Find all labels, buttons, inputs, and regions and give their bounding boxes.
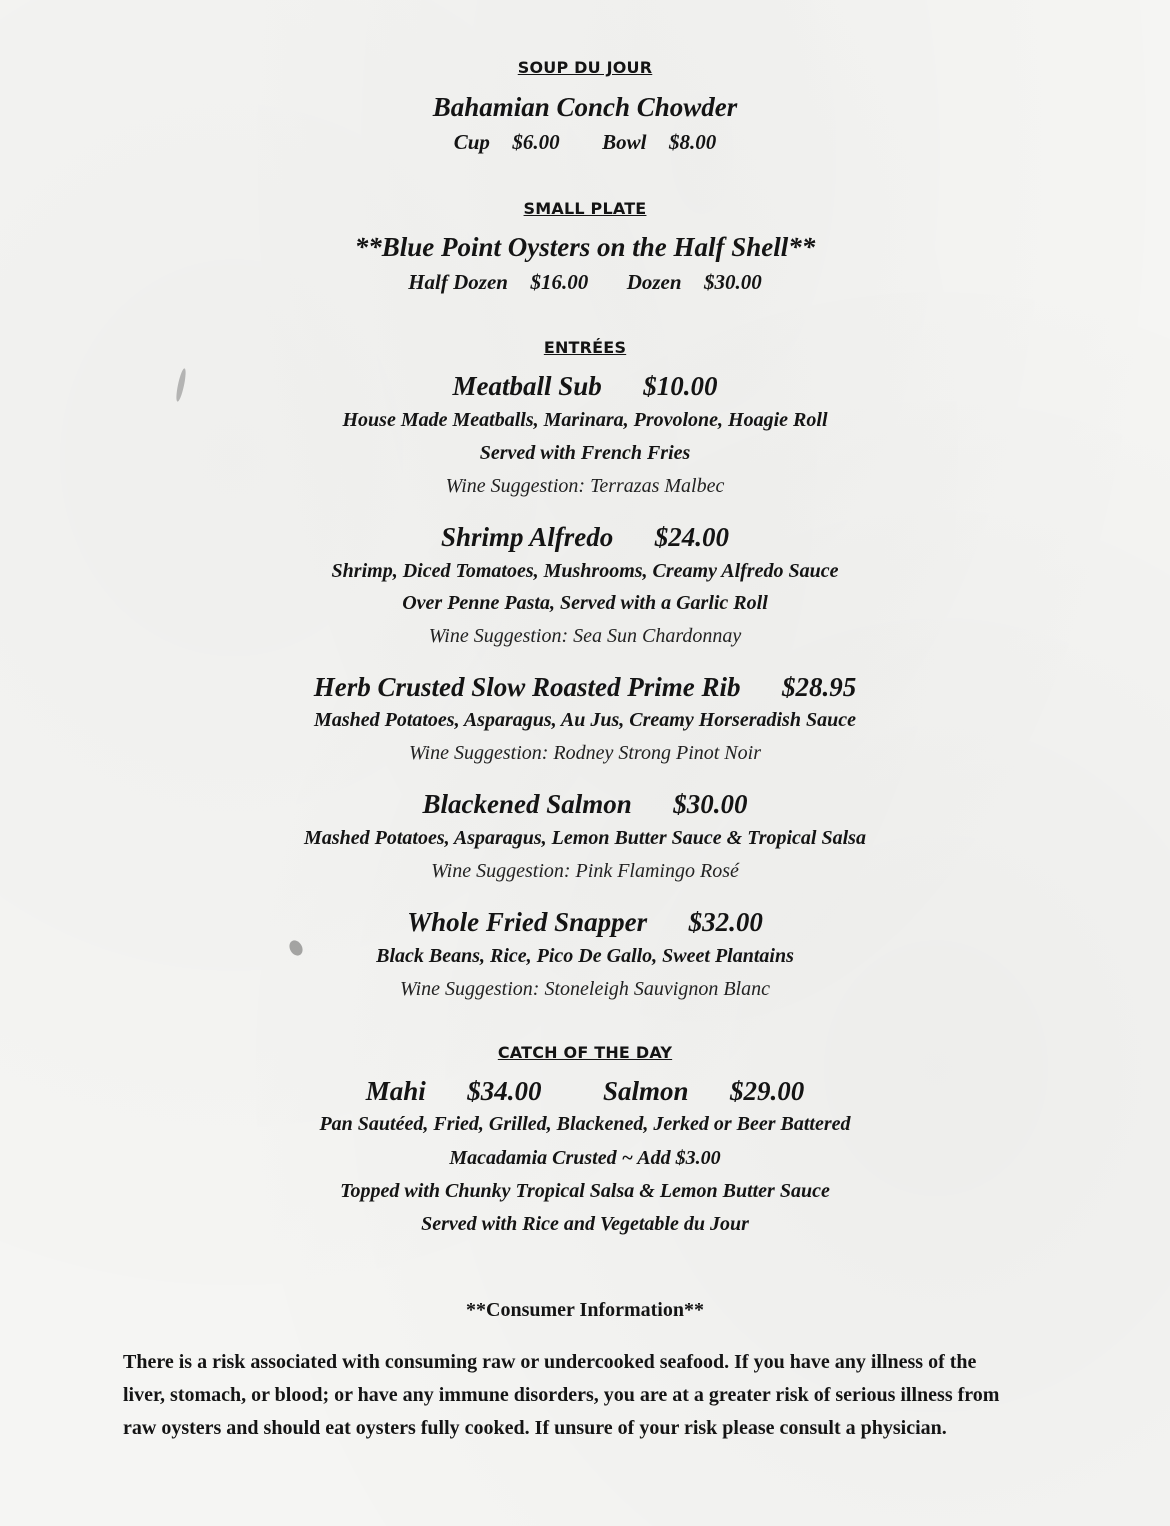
- entree-title: [0, 672, 1170, 703]
- consumer-info-title: **Consumer Information**: [466, 1299, 704, 1321]
- soup-heading: SOUP DU JOUR: [517, 58, 653, 77]
- entree-description: Served with French Fries: [479, 442, 691, 464]
- entree-title: [0, 907, 1170, 938]
- entree-name: Whole Fried Snapper: [407, 907, 648, 937]
- soup-prices: [0, 130, 1170, 155]
- half-dozen-label: Half Dozen: [408, 270, 508, 294]
- small-plate-heading: SMALL PLATE: [523, 199, 647, 218]
- dozen-price: $30.00: [704, 270, 762, 294]
- catch-description: Topped with Chunky Tropical Salsa & Lemon Butter Sauce: [340, 1180, 830, 1202]
- dozen-label: Dozen: [626, 270, 682, 294]
- entree-price: $24.00: [654, 522, 730, 552]
- entree-name: Meatball Sub: [452, 371, 602, 401]
- catch-description: Served with Rice and Vegetable du Jour: [421, 1213, 749, 1235]
- soup-name: Bahamian Conch Chowder: [432, 92, 738, 122]
- catch-fish-price: $34.00: [467, 1076, 542, 1106]
- wine-suggestion: Wine Suggestion: Pink Flamingo Rosé: [431, 860, 739, 882]
- entree-name: Herb Crusted Slow Roasted Prime Rib: [313, 672, 741, 702]
- catch-prices: [0, 1076, 1170, 1107]
- entree-description: Over Penne Pasta, Served with a Garlic Roll: [402, 592, 768, 614]
- entrees-heading: ENTRÉES: [543, 338, 627, 357]
- wine-suggestion: Wine Suggestion: Terrazas Malbec: [445, 475, 725, 497]
- entree-name: Shrimp Alfredo: [440, 522, 614, 552]
- entree-price: $10.00: [643, 371, 718, 401]
- wine-suggestion: Wine Suggestion: Rodney Strong Pinot Noir: [408, 742, 761, 764]
- cup-label: Cup: [453, 130, 490, 154]
- entree-price: $28.95: [782, 672, 857, 702]
- cup-price: $6.00: [512, 130, 560, 154]
- wine-suggestion: Wine Suggestion: Stoneleigh Sauvignon Blanc: [400, 978, 770, 1000]
- entree-description: House Made Meatballs, Marinara, Provolone, Hoagie Roll: [342, 409, 828, 431]
- entree-description: Mashed Potatoes, Asparagus, Au Jus, Creamy Horseradish Sauce: [314, 709, 856, 731]
- entree-description: Shrimp, Diced Tomatoes, Mushrooms, Creamy Alfredo Sauce: [331, 560, 839, 582]
- catch-fish-price: $29.00: [730, 1076, 805, 1106]
- entree-description: Mashed Potatoes, Asparagus, Lemon Butter Sauce & Tropical Salsa: [304, 827, 866, 849]
- catch-fish-name: Mahi: [365, 1076, 426, 1106]
- entree-description: Black Beans, Rice, Pico De Gallo, Sweet Plantains: [376, 945, 794, 967]
- entree-title: [0, 371, 1170, 402]
- half-dozen-price: $16.00: [530, 270, 589, 294]
- small-plate-prices: [0, 270, 1170, 295]
- bowl-label: Bowl: [602, 130, 647, 154]
- catch-description: Macadamia Crusted ~ Add $3.00: [449, 1147, 721, 1169]
- small-plate-name: **Blue Point Oysters on the Half Shell**: [354, 232, 816, 262]
- catch-description: Pan Sautéed, Fried, Grilled, Blackened, Jerked or Beer Battered: [319, 1113, 851, 1135]
- consumer-info-body: There is a risk associated with consuming raw or undercooked seafood. If you have any illness of the liver, stomach, or blood; or have any immune disorders, you are at a greater risk of serious illness from raw oysters and should eat oysters fully cooked. If unsure of your risk please consult a physician.: [123, 1351, 1000, 1439]
- catch-fish-name: Salmon: [602, 1076, 689, 1106]
- entree-name: Blackened Salmon: [422, 789, 632, 819]
- catch-heading: CATCH OF THE DAY: [497, 1043, 673, 1062]
- entree-price: $32.00: [688, 907, 763, 937]
- entree-title: [0, 789, 1170, 820]
- bowl-price: $8.00: [669, 130, 717, 154]
- entree-price: $30.00: [673, 789, 748, 819]
- entree-title: [0, 522, 1170, 553]
- wine-suggestion: Wine Suggestion: Sea Sun Chardonnay: [428, 625, 742, 647]
